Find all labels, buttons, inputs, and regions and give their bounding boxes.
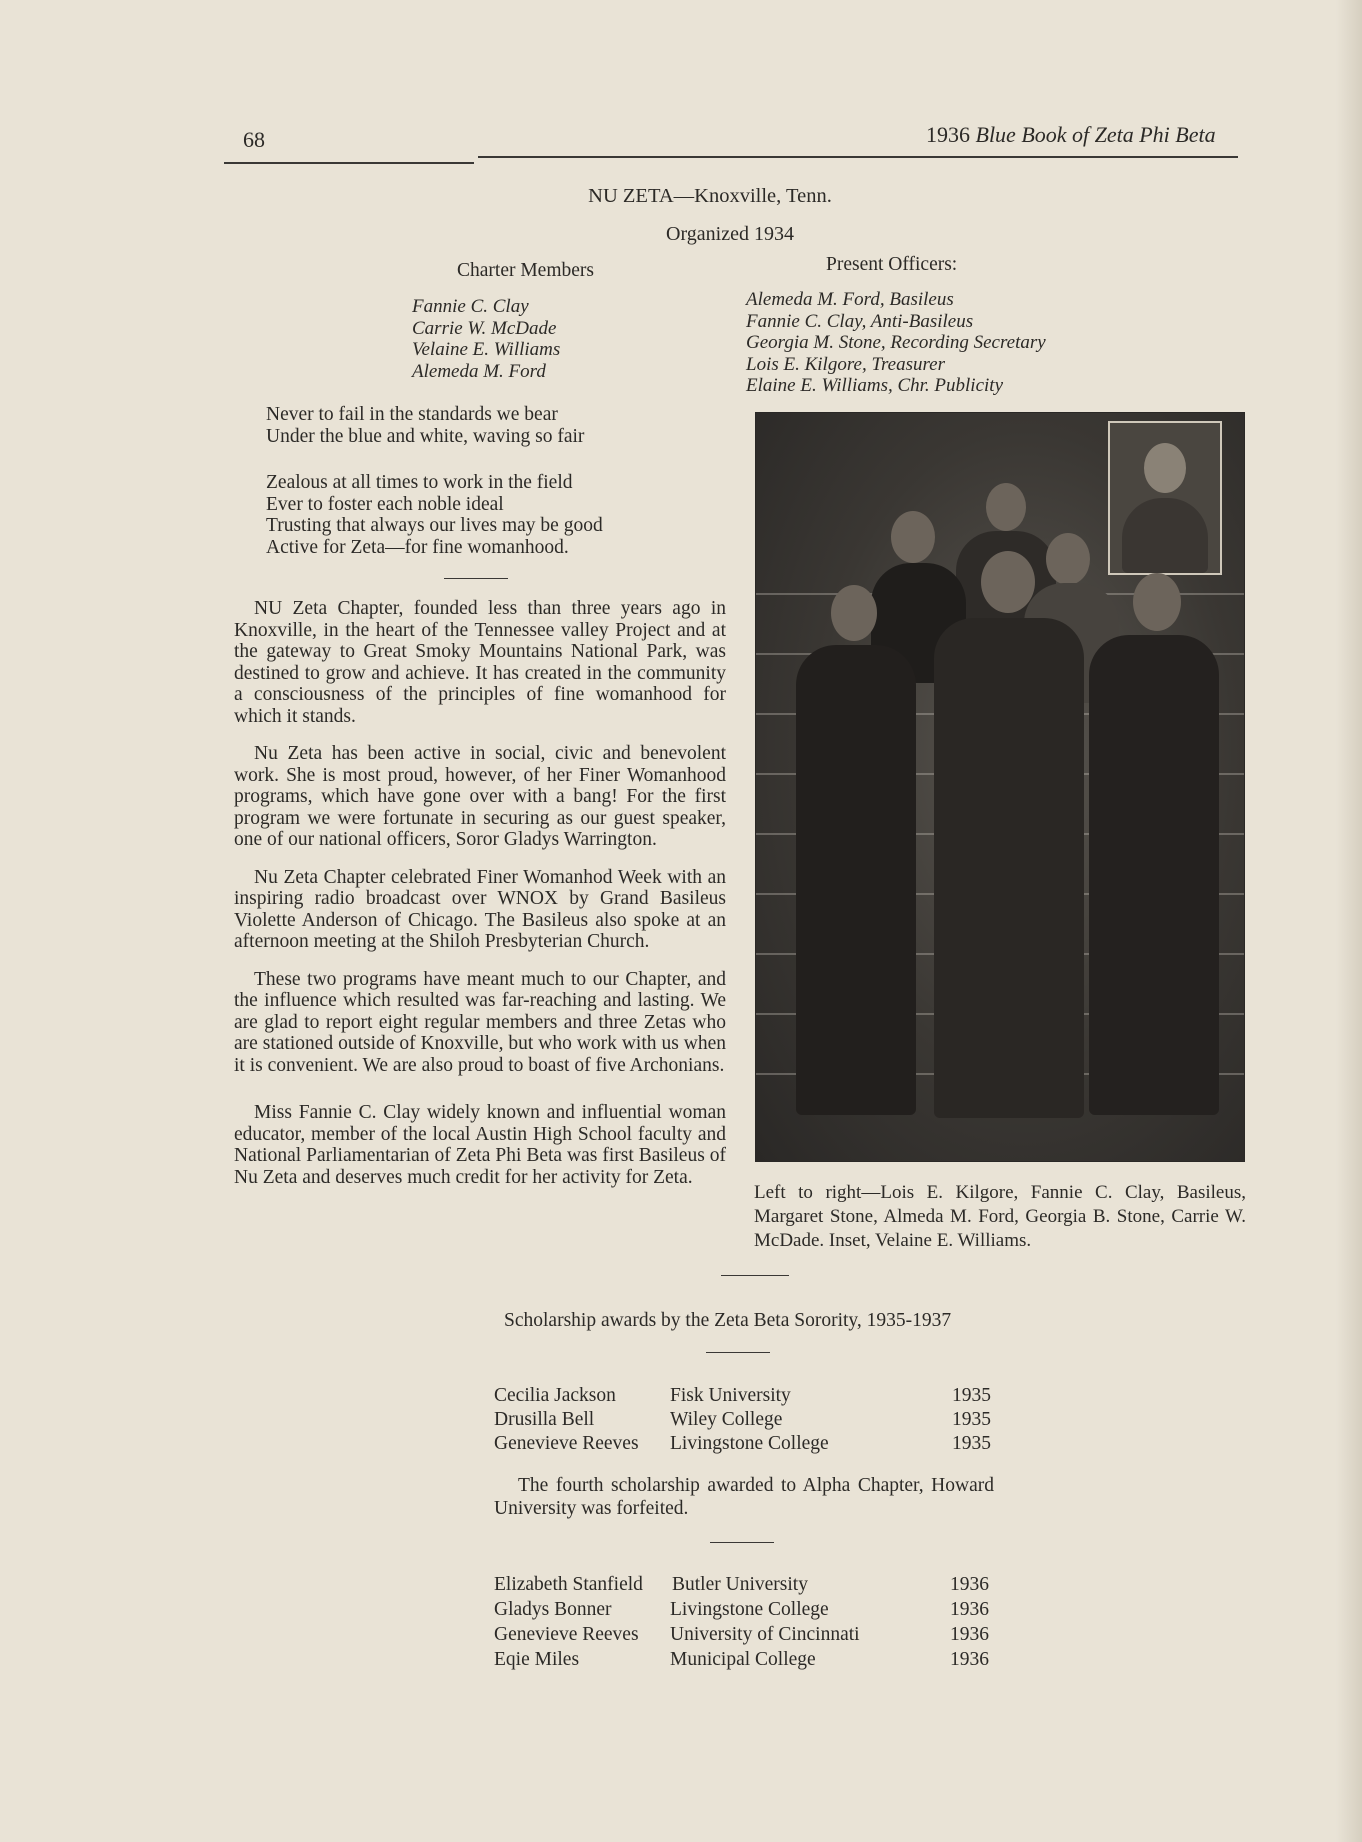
charter-members-list [412, 296, 652, 382]
group-photo [755, 412, 1245, 1162]
header-rule-left [224, 162, 474, 164]
poem-line: Under the blue and white, waving so fair [266, 425, 585, 447]
organized-date: Organized 1934 [666, 223, 794, 245]
running-title-year: 1936 [926, 122, 976, 147]
page-number: 68 [243, 127, 265, 152]
award-year: 1935 [952, 1433, 991, 1454]
charter-members-heading: Charter Members [457, 260, 594, 281]
paragraph: Nu Zeta Chapter celebrated Finer Womanhod Week with an inspiring radio broadcast over WNOX by Grand Basileus Violette Anderson of Chicago. The Basileus also spoke at an afternoon meeting at the Shiloh Presbyterian Church. [234, 866, 726, 952]
present-officers-heading: Present Officers: [826, 254, 958, 275]
article-body [234, 598, 726, 1204]
poem-line: Active for Zeta—for fine womanhood. [266, 536, 569, 558]
paragraph: NU Zeta Chapter, founded less than three years ago in Knoxville, in the heart of the Tennessee valley Project and at the gateway to Great Smoky Mountains National Park, was destined to grow and achieve. It has created in the community a consciousness of the principles of fine womanhood for which it stands. [234, 598, 726, 727]
present-officers-list [746, 289, 1146, 397]
scholarship-note: The fourth scholarship awarded to Alpha Chapter, Howard University was forfeited. [494, 1475, 994, 1519]
running-title [926, 122, 1216, 148]
paragraph: Miss Fannie C. Clay widely known and influential woman educator, member of the local Austin High School faculty and National Parliamentarian of Zeta Phi Beta was first Basileus of Nu Zeta and deserves much credit for her activity for Zeta. [234, 1102, 726, 1188]
header-rule-right [478, 156, 1238, 158]
table-row [494, 1599, 1014, 1624]
scholarship-heading: Scholarship awards by the Zeta Beta Sorority, 1935-1937 [504, 1310, 952, 1331]
poem [266, 404, 666, 558]
running-title-book: Blue Book of Zeta Phi Beta [975, 122, 1216, 147]
recipient-name: Eqie Miles [494, 1649, 580, 1670]
poem-line: Zealous at all times to work in the field [266, 472, 573, 493]
officer: Fannie C. Clay, Anti-Basileus [746, 310, 974, 332]
table-row [494, 1574, 1014, 1599]
poem-line: Trusting that always our lives may be good [266, 515, 603, 536]
officer: Alemeda M. Ford, Basileus [746, 289, 954, 310]
recipient-name: Drusilla Bell [494, 1409, 595, 1430]
poem-line: Ever to foster each noble ideal [266, 493, 504, 515]
recipient-school: University of Cincinnati [670, 1624, 860, 1645]
recipient-name: Genevieve Reeves [494, 1624, 639, 1645]
page-edge-shadow [1336, 0, 1362, 1842]
charter-member: Carrie W. McDade [412, 317, 557, 339]
charter-member: Velaine E. Williams [412, 339, 561, 360]
chapter-title: NU ZETA—Knoxville, Tenn. [588, 185, 832, 207]
award-year: 1935 [952, 1409, 991, 1430]
recipient-name: Genevieve Reeves [494, 1433, 639, 1454]
recipient-school: Fisk University [670, 1385, 791, 1406]
section-divider [444, 578, 508, 579]
scholarship-table-1936 [494, 1574, 1014, 1684]
scholarship-table-1935 [494, 1385, 1014, 1465]
poem-line: Never to fail in the standards we bear [266, 404, 558, 425]
recipient-school: Livingstone College [670, 1599, 829, 1620]
inset-portrait [1108, 421, 1222, 575]
award-year: 1935 [952, 1385, 991, 1406]
paragraph: These two programs have meant much to our Chapter, and the influence which resulted was far-reaching and lasting. We are glad to report eight regular members and three Zetas who are stationed outside of Knoxville, but who work with us when it is convenient. We are also proud to boast of five Archonians. [234, 968, 726, 1076]
award-year: 1936 [950, 1649, 989, 1670]
table-row [494, 1409, 1014, 1434]
charter-member: Fannie C. Clay [412, 296, 529, 317]
table-row [494, 1649, 1014, 1674]
officer: Lois E. Kilgore, Treasurer [746, 353, 945, 375]
recipient-name: Gladys Bonner [494, 1599, 612, 1620]
table-row [494, 1624, 1014, 1649]
award-year: 1936 [950, 1574, 989, 1595]
recipient-school: Livingstone College [670, 1433, 829, 1454]
officer: Elaine E. Williams, Chr. Publicity [746, 375, 1004, 396]
table-row [494, 1385, 1014, 1410]
section-divider [721, 1275, 789, 1276]
award-year: 1936 [950, 1599, 989, 1620]
paragraph: Nu Zeta has been active in social, civic and benevolent work. She is most proud, however, of her Finer Womanhood programs, which have gone over with a bang! For the first program we were fortunate in securing as our guest speaker, one of our national officers, Soror Gladys Warrington. [234, 743, 726, 850]
section-divider [710, 1542, 774, 1543]
charter-member: Alemeda M. Ford [412, 360, 546, 382]
recipient-name: Elizabeth Stanfield [494, 1574, 643, 1595]
award-year: 1936 [950, 1624, 989, 1645]
recipient-school: Wiley College [670, 1409, 783, 1430]
recipient-name: Cecilia Jackson [494, 1385, 616, 1406]
recipient-school: Butler University [672, 1574, 808, 1595]
table-row [494, 1433, 1014, 1458]
photo-caption: Left to right—Lois E. Kilgore, Fannie C. Clay, Basileus, Margaret Stone, Almeda M. Ford, Georgia B. Stone, Carrie W. McDade. Inset, Velaine E. Williams. [754, 1182, 1246, 1251]
recipient-school: Municipal College [670, 1649, 816, 1670]
section-divider [706, 1352, 770, 1353]
officer: Georgia M. Stone, Recording Secretary [746, 332, 1046, 353]
